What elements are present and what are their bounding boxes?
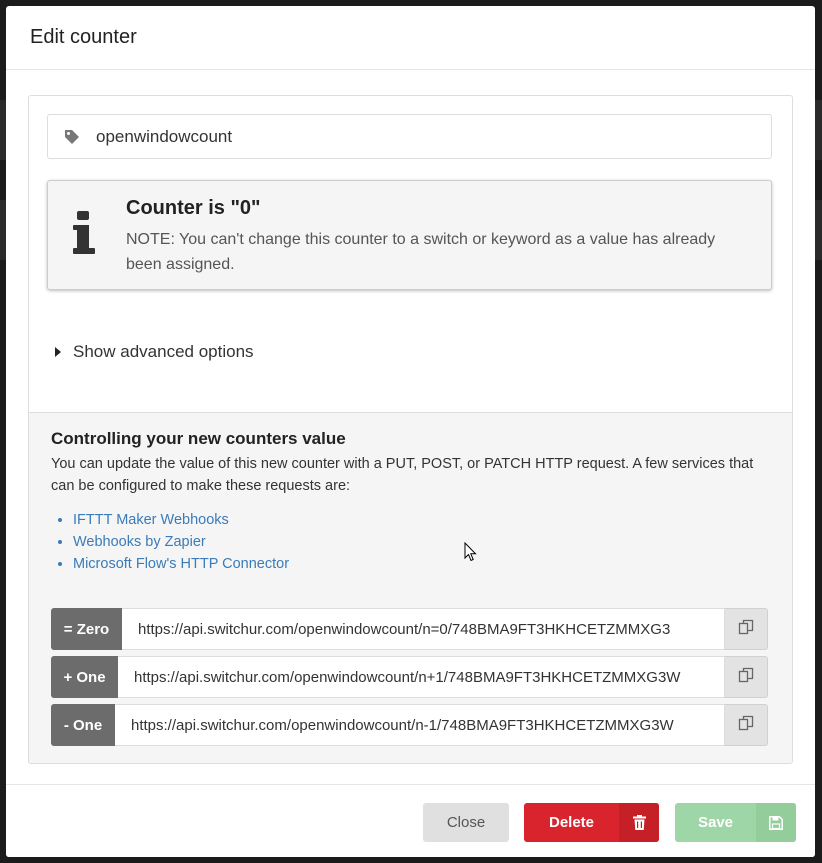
counter-panel: [28, 95, 793, 764]
endpoint-label: + One: [51, 656, 118, 698]
endpoint-url-input[interactable]: [115, 704, 725, 746]
endpoint-url-input[interactable]: [122, 608, 725, 650]
copy-icon: [738, 667, 754, 688]
counter-name-input[interactable]: [96, 127, 736, 147]
show-advanced-options-label: Show advanced options: [73, 342, 254, 361]
copy-button[interactable]: [725, 608, 768, 650]
service-links-list: [51, 509, 289, 575]
mouse-cursor-icon: [464, 542, 477, 567]
floppy-disk-icon: [756, 803, 796, 842]
copy-button[interactable]: [725, 656, 768, 698]
dialog-title: Edit counter: [30, 26, 137, 48]
show-advanced-options-toggle[interactable]: [55, 342, 254, 362]
endpoint-row-minus-one: [51, 704, 768, 746]
endpoint-label: = Zero: [51, 608, 122, 650]
api-section: [29, 412, 792, 764]
delete-button-label: Delete: [548, 814, 595, 831]
info-title: Counter is "0": [126, 197, 261, 219]
edit-counter-dialog: [6, 6, 815, 857]
dialog-header: [6, 6, 815, 70]
trash-icon: [619, 803, 659, 842]
info-icon: [72, 211, 96, 257]
dialog-footer: [6, 784, 815, 857]
tag-icon: [64, 128, 82, 146]
save-button-label: Save: [697, 814, 734, 831]
api-section-title: Controlling your new counters value: [51, 429, 346, 448]
counter-name-field[interactable]: [47, 114, 772, 159]
ifttt-link[interactable]: IFTTT Maker Webhooks: [73, 512, 229, 528]
endpoint-row-zero: [51, 608, 768, 650]
zapier-link[interactable]: Webhooks by Zapier: [73, 534, 206, 550]
copy-button[interactable]: [725, 704, 768, 746]
close-button[interactable]: [423, 803, 509, 842]
info-note: NOTE: You can't change this counter to a switch or keyword as a value has already been assigned.: [126, 231, 716, 273]
caret-right-icon: [55, 347, 61, 357]
list-item: [73, 531, 289, 553]
close-button-label: Close: [446, 814, 486, 831]
copy-icon: [738, 715, 754, 736]
list-item: [73, 509, 289, 531]
list-item: [73, 553, 289, 575]
copy-icon: [738, 619, 754, 640]
save-button[interactable]: [675, 803, 796, 842]
delete-button[interactable]: [524, 803, 659, 842]
microsoft-flow-link[interactable]: Microsoft Flow's HTTP Connector: [73, 556, 290, 572]
info-alert: [47, 180, 772, 290]
api-section-description: You can update the value of this new counter with a PUT, POST, or PATCH HTTP request. A few services that can be configured to make these requests are:: [51, 456, 754, 494]
endpoint-label: - One: [51, 704, 115, 746]
endpoint-url-input[interactable]: [118, 656, 725, 698]
endpoint-row-plus-one: [51, 656, 768, 698]
